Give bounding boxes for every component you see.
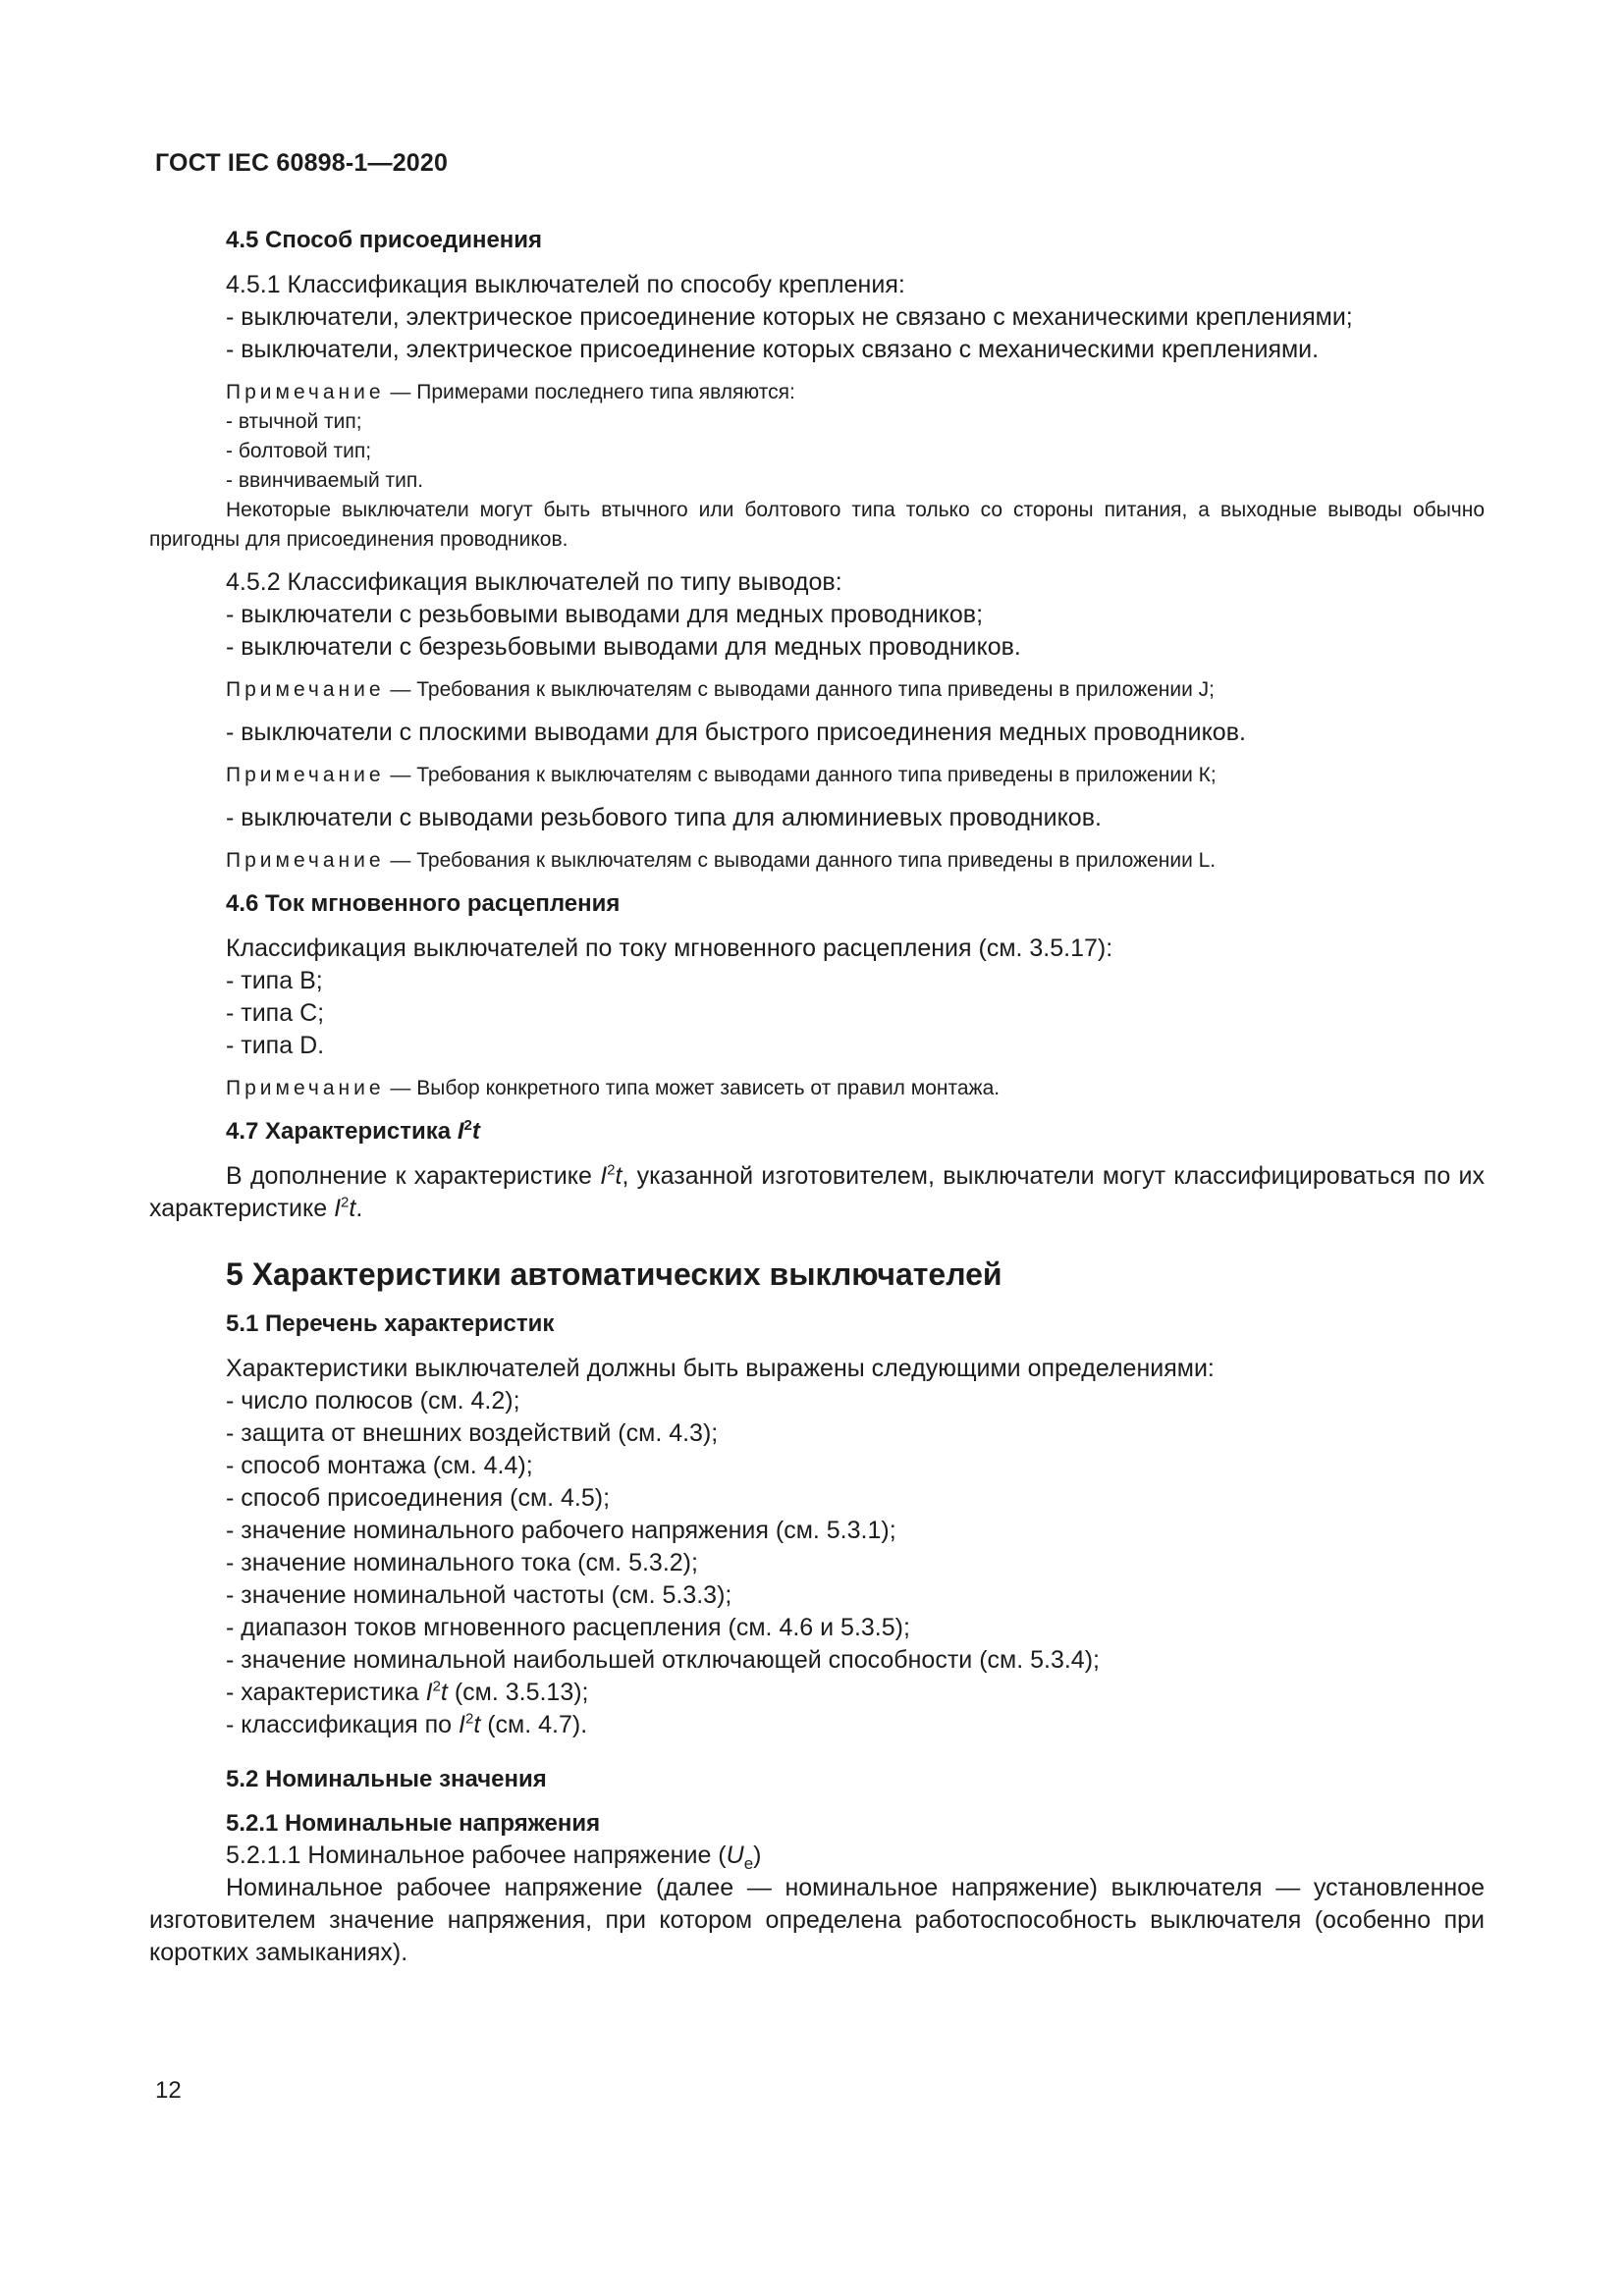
text-run: 5.2.1.1 Номинальное рабочее напряжение ( [226, 1842, 727, 1869]
note-dash: — [390, 1077, 411, 1099]
heading-4-7 [226, 1115, 1485, 1148]
note-label: Примечание [226, 381, 385, 403]
heading-4-5: 4.5 Способ присоединения [226, 227, 543, 253]
paragraph-4-5-2-lead: 4.5.2 Классификация выключателей по типу выводов: [226, 568, 842, 596]
list-item: - значение номинального рабочего напряжения (см. 5.3.1); [226, 1517, 896, 1544]
note-label: Примечание [226, 849, 385, 872]
heading-5-1: 5.1 Перечень характеристик [226, 1310, 555, 1337]
heading-5-2-1: 5.2.1 Номинальные напряжения [226, 1810, 601, 1837]
text-run: ) [753, 1842, 762, 1869]
list-item [226, 1709, 1485, 1741]
list-item: - выключатели с выводами резьбового типа для алюминиевых проводников. [226, 804, 1102, 831]
page-content [149, 224, 1485, 1969]
text-run: - классификация по [226, 1711, 460, 1738]
list-item: - типа B; [226, 967, 323, 994]
text-run: (см. 3.5.13); [447, 1679, 589, 1706]
list-item: - диапазон токов мгновенного расцепления (см. 4.6 и 5.3.5); [226, 1614, 910, 1641]
note-terminals-k [226, 761, 1485, 790]
note-label: Примечание [226, 678, 385, 701]
note-dash: — [390, 381, 411, 403]
superscript-2: 2 [432, 1678, 441, 1695]
list-item: - значение номинальной наибольшей отключающей способности (см. 5.3.4); [226, 1646, 1100, 1674]
heading-4-7-text: 4.7 Характеристика [226, 1118, 458, 1145]
list-item: - выключатели с плоскими выводами для быстрого присоединения медных проводников. [226, 719, 1246, 746]
symbol-t: t [349, 1195, 356, 1222]
symbol-i: I [459, 1711, 465, 1738]
note-list-item: - ввинчиваемый тип. [226, 469, 424, 492]
note-text: Требования к выключателям с выводами данного типа приведены в приложении К; [416, 764, 1217, 786]
note-terminals-j [226, 675, 1485, 705]
paragraph-4-7 [149, 1160, 1485, 1225]
superscript-2: 2 [463, 1117, 472, 1134]
list-item: - выключатели с резьбовыми выводами для медных проводников; [226, 601, 984, 628]
note-terminals-l [226, 846, 1485, 876]
list-item: - защита от внешних воздействий (см. 4.3); [226, 1419, 719, 1447]
symbol-i: I [600, 1162, 608, 1190]
superscript-2: 2 [464, 1710, 474, 1728]
symbol-u: U [726, 1842, 744, 1869]
note-continuation: Некоторые выключатели могут быть втычного или болтового типа только со стороны питания, а выходные выводы обычно пригодны для присоединения проводников. [149, 499, 1485, 551]
list-item: - типа C; [226, 999, 325, 1027]
note-4-6 [226, 1074, 1485, 1103]
heading-5-2: 5.2 Номинальные значения [226, 1766, 547, 1792]
list-item: - типа D. [226, 1032, 325, 1059]
paragraph-4-6-lead: Классификация выключателей по току мгновенного расцепления (см. 3.5.17): [226, 934, 1113, 962]
symbol-t: t [471, 1118, 480, 1145]
note-text: Выбор конкретного типа может зависеть от правил монтажа. [416, 1077, 1001, 1099]
symbol-t: t [440, 1679, 448, 1706]
note-list-item: - втычной тип; [226, 410, 362, 433]
list-item: - способ монтажа (см. 4.4); [226, 1452, 533, 1479]
text-run: . [355, 1195, 363, 1222]
paragraph-4-5-1-lead: 4.5.1 Классификация выключателей по способу крепления: [226, 271, 905, 298]
text-run: В дополнение к характеристике [226, 1162, 601, 1190]
note-dash: — [390, 849, 411, 872]
text-run: , указанной изготовителем, выключатели могут классифицироваться по их характеристике [149, 1162, 1485, 1222]
list-item: - значение номинального тока (см. 5.3.2); [226, 1549, 698, 1576]
list-item: - выключатели с безрезьбовыми выводами для медных проводников. [226, 633, 1021, 661]
heading-5-2-1-1 [226, 1840, 1485, 1872]
text-run: - характеристика [226, 1679, 426, 1706]
note-list-item: - болтовой тип; [226, 440, 372, 462]
superscript-2: 2 [607, 1161, 616, 1179]
paragraph-5-2-1-1: Номинальное рабочее напряжение (далее — номинальное напряжение) выключателя — установленное изготовителем значение напряжения, при котором определена работоспособность выключателя (особенно при коротких замыканиях). [149, 1874, 1485, 1966]
superscript-2: 2 [341, 1194, 350, 1211]
symbol-i: I [334, 1195, 342, 1222]
note-text: Примерами последнего типа являются: [416, 381, 795, 403]
note-4-5-1 [149, 378, 1485, 555]
list-item [226, 1677, 1485, 1709]
note-label: Примечание [226, 1077, 385, 1099]
paragraph-5-1-lead: Характеристики выключателей должны быть выражены следующими определениями: [226, 1355, 1215, 1382]
text-run: (см. 4.7). [480, 1711, 588, 1738]
note-text: Требования к выключателям с выводами данного типа приведены в приложении J; [416, 678, 1215, 701]
document-header: ГОСТ IEC 60898-1—2020 [155, 149, 449, 177]
symbol-i: I [457, 1118, 464, 1145]
heading-4-6: 4.6 Ток мгновенного расцепления [226, 890, 621, 917]
page-number: 12 [155, 2077, 182, 2104]
list-item: - число полюсов (см. 4.2); [226, 1387, 520, 1415]
symbol-t: t [615, 1162, 623, 1190]
subscript-e: e [743, 1854, 754, 1873]
list-item: - способ присоединения (см. 4.5); [226, 1484, 611, 1512]
note-dash: — [390, 764, 411, 786]
symbol-t: t [473, 1711, 481, 1738]
note-label: Примечание [226, 764, 385, 786]
heading-5: 5 Характеристики автоматических выключателей [226, 1256, 1002, 1292]
list-item: - значение номинальной частоты (см. 5.3.3); [226, 1581, 732, 1609]
note-dash: — [390, 678, 411, 701]
note-text: Требования к выключателям с выводами данного типа приведены в приложении L. [416, 849, 1217, 872]
list-item: - выключатели, электрическое присоединение которых не связано с механическими креплениями; [226, 303, 1353, 331]
symbol-i: I [425, 1679, 433, 1706]
list-item: - выключатели, электрическое присоединение которых связано с механическими креплениями. [226, 336, 1320, 363]
